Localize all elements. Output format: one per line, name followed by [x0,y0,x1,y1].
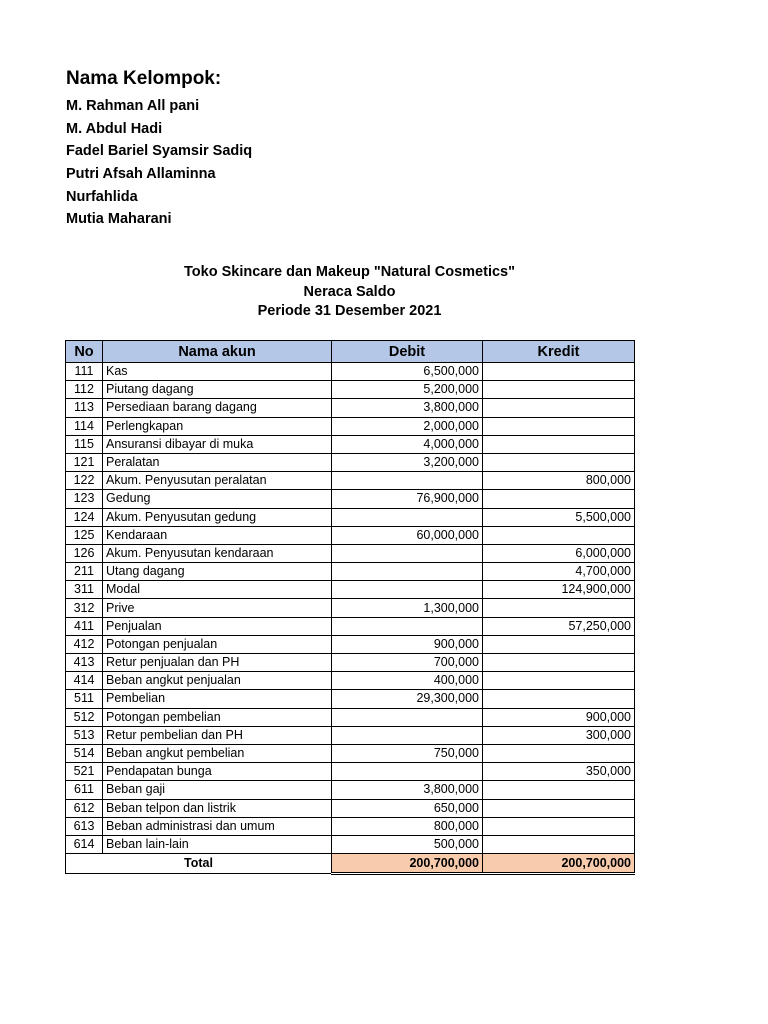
debit-value: 700,000 [332,654,483,672]
account-name: Beban telpon dan listrik [103,799,332,817]
table-row [66,508,635,526]
account-name: Piutang dagang [103,381,332,399]
kredit-value: 4,700,000 [483,563,635,581]
account-no: 413 [66,654,103,672]
account-name: Beban gaji [103,781,332,799]
debit-value: 750,000 [332,744,483,762]
account-no: 112 [66,381,103,399]
debit-value [332,472,483,490]
account-no: 123 [66,490,103,508]
account-no: 614 [66,835,103,853]
account-name: Retur pembelian dan PH [103,726,332,744]
account-no: 121 [66,453,103,471]
total-label: Total [66,854,332,874]
table-row [66,817,635,835]
table-header-row [66,341,635,363]
kredit-value [483,654,635,672]
debit-value [332,763,483,781]
trial-balance-table [65,340,635,875]
account-name: Beban lain-lain [103,835,332,853]
total-debit: 200,700,000 [332,854,483,874]
table-row [66,654,635,672]
kredit-value [483,381,635,399]
account-no: 611 [66,781,103,799]
kredit-value [483,363,635,381]
account-name: Prive [103,599,332,617]
kredit-value: 57,250,000 [483,617,635,635]
account-no: 124 [66,508,103,526]
table-row [66,635,635,653]
kredit-value [483,744,635,762]
kredit-value [483,781,635,799]
header-no: No [66,341,103,363]
account-no: 211 [66,563,103,581]
debit-value: 800,000 [332,817,483,835]
kredit-value [483,835,635,853]
table-row [66,563,635,581]
account-name: Gedung [103,490,332,508]
header-kredit: Kredit [483,341,635,363]
debit-value: 650,000 [332,799,483,817]
account-no: 114 [66,417,103,435]
kredit-value [483,399,635,417]
debit-value [332,617,483,635]
account-name: Akum. Penyusutan kendaraan [103,544,332,562]
debit-value [332,508,483,526]
kredit-value [483,435,635,453]
company-name: Toko Skincare dan Makeup "Natural Cosmetics" [184,264,515,280]
kredit-value [483,490,635,508]
account-name: Kas [103,363,332,381]
account-no: 122 [66,472,103,490]
account-name: Ansuransi dibayar di muka [103,435,332,453]
account-name: Beban angkut pembelian [103,744,332,762]
table-row [66,435,635,453]
account-no: 512 [66,708,103,726]
table-row [66,490,635,508]
report-title-block [66,263,633,322]
kredit-value [483,417,635,435]
debit-value [332,726,483,744]
account-name: Persediaan barang dagang [103,399,332,417]
table-row [66,835,635,853]
account-no: 521 [66,763,103,781]
table-row [66,781,635,799]
account-name: Pembelian [103,690,332,708]
account-name: Potongan pembelian [103,708,332,726]
debit-value: 1,300,000 [332,599,483,617]
kredit-value: 124,900,000 [483,581,635,599]
kredit-value: 6,000,000 [483,544,635,562]
report-period: Periode 31 Desember 2021 [257,303,442,319]
debit-value: 29,300,000 [332,690,483,708]
table-row [66,381,635,399]
account-name: Beban administrasi dan umum [103,817,332,835]
account-name: Retur penjualan dan PH [103,654,332,672]
kredit-value [483,635,635,653]
member-name: Fadel Bariel Syamsir Sadiq [66,143,253,160]
kredit-value [483,799,635,817]
debit-value: 500,000 [332,835,483,853]
account-name: Pendapatan bunga [103,763,332,781]
debit-value: 76,900,000 [332,490,483,508]
debit-value [332,544,483,562]
account-name: Modal [103,581,332,599]
table-row [66,453,635,471]
debit-value: 400,000 [332,672,483,690]
table-row [66,744,635,762]
debit-value: 2,000,000 [332,417,483,435]
table-row [66,526,635,544]
debit-value [332,581,483,599]
account-no: 514 [66,744,103,762]
account-name: Kendaraan [103,526,332,544]
table-row [66,799,635,817]
account-name: Akum. Penyusutan peralatan [103,472,332,490]
table-row [66,726,635,744]
account-no: 126 [66,544,103,562]
total-kredit: 200,700,000 [483,854,635,874]
header-debit: Debit [332,341,483,363]
account-no: 411 [66,617,103,635]
kredit-value [483,690,635,708]
account-no: 513 [66,726,103,744]
account-no: 612 [66,799,103,817]
debit-value [332,708,483,726]
account-no: 125 [66,526,103,544]
member-name: Putri Afsah Allaminna [66,166,216,183]
table-row [66,417,635,435]
member-name: M. Rahman All pani [66,98,200,114]
table-row [66,363,635,381]
report-title: Neraca Saldo [303,283,396,300]
kredit-value [483,526,635,544]
kredit-value: 800,000 [483,472,635,490]
kredit-value: 900,000 [483,708,635,726]
table-body [66,363,635,854]
table-row [66,581,635,599]
account-no: 613 [66,817,103,835]
debit-value [332,563,483,581]
account-name: Penjualan [103,617,332,635]
kredit-value [483,453,635,471]
account-name: Utang dagang [103,563,332,581]
member-list [66,95,252,231]
table-row [66,544,635,562]
table-row [66,763,635,781]
debit-value: 900,000 [332,635,483,653]
debit-value: 6,500,000 [332,363,483,381]
account-name: Perlengkapan [103,417,332,435]
kredit-value [483,672,635,690]
total-row [66,854,635,874]
debit-value: 5,200,000 [332,381,483,399]
debit-value: 3,200,000 [332,453,483,471]
kredit-value: 5,500,000 [483,508,635,526]
account-no: 312 [66,599,103,617]
account-name: Peralatan [103,453,332,471]
table-row [66,708,635,726]
header-account-name: Nama akun [103,341,332,363]
kredit-value: 300,000 [483,726,635,744]
account-no: 115 [66,435,103,453]
account-no: 412 [66,635,103,653]
member-name: Mutia Maharani [66,211,172,228]
account-name: Akum. Penyusutan gedung [103,508,332,526]
debit-value: 3,800,000 [332,781,483,799]
account-no: 511 [66,690,103,708]
account-no: 113 [66,399,103,417]
debit-value: 60,000,000 [332,526,483,544]
account-name: Potongan penjualan [103,635,332,653]
account-no: 414 [66,672,103,690]
kredit-value [483,599,635,617]
group-info [66,66,252,231]
member-name: Nurfahlida [66,188,138,205]
table-row [66,399,635,417]
table-row [66,690,635,708]
account-no: 111 [66,363,103,381]
kredit-value [483,817,635,835]
table-row [66,672,635,690]
debit-value: 4,000,000 [332,435,483,453]
kredit-value: 350,000 [483,763,635,781]
account-name: Beban angkut penjualan [103,672,332,690]
table-row [66,472,635,490]
table-row [66,617,635,635]
debit-value: 3,800,000 [332,399,483,417]
account-no: 311 [66,581,103,599]
table-row [66,599,635,617]
group-heading: Nama Kelompok: [66,68,222,89]
member-name: M. Abdul Hadi [66,120,163,137]
